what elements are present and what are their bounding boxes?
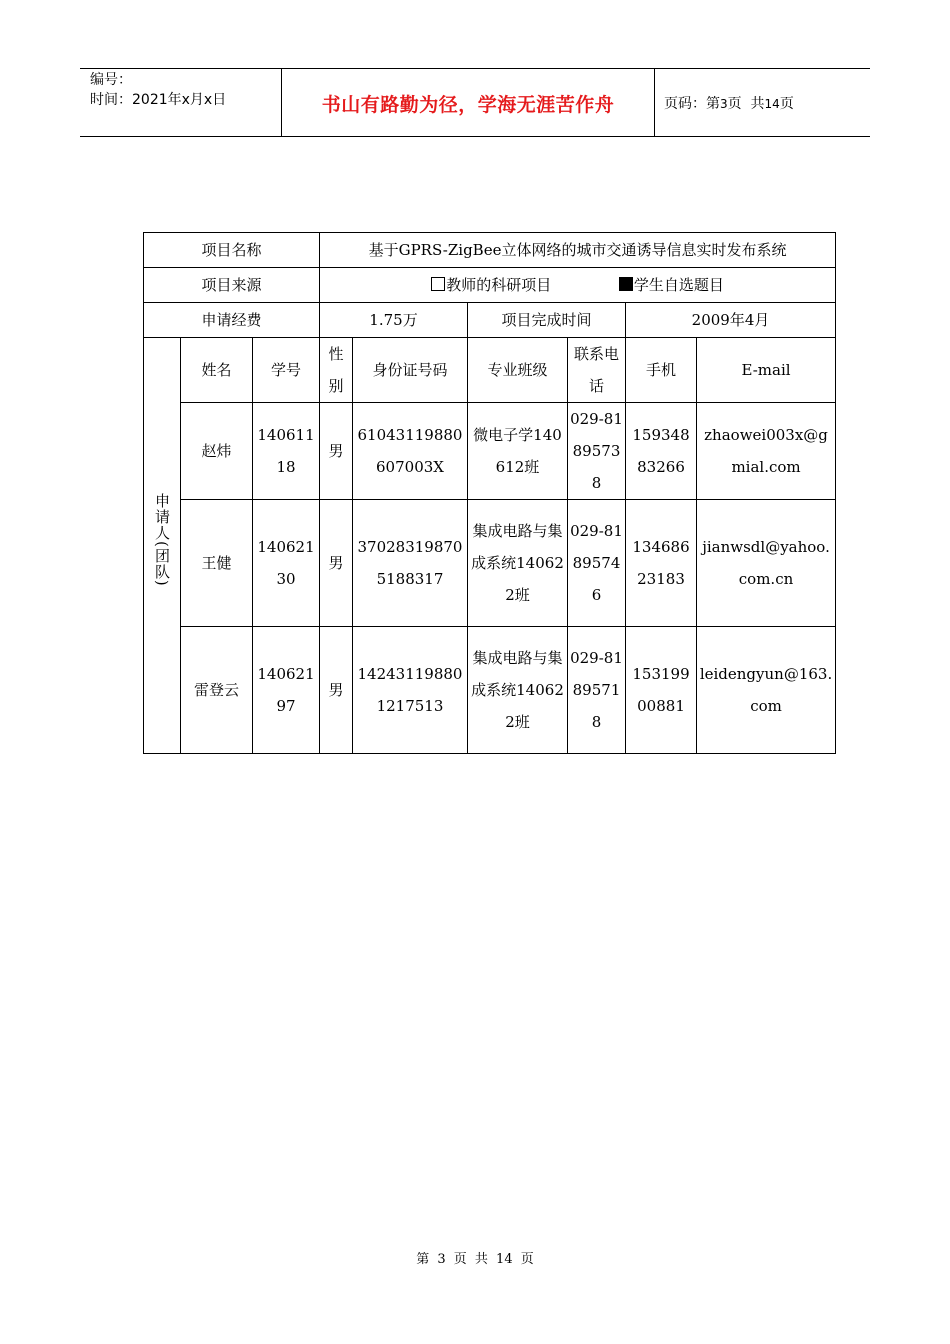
row-project-name <box>144 233 836 268</box>
header-motto: 书山有路勤为径，学海无涯苦作舟 <box>321 94 615 116</box>
application-form-table <box>143 232 836 754</box>
header-top-rule <box>80 68 870 69</box>
column-header-major-class: 专业班级 <box>468 338 568 403</box>
column-header-gender: 性别 <box>320 338 353 403</box>
project-name-value: 基于GPRS-ZigBee立体网络的城市交通诱导信息实时发布系统 <box>320 233 836 268</box>
checkbox-student-project[interactable] <box>619 277 633 291</box>
completion-time-label: 项目完成时间 <box>468 303 626 338</box>
page-mid: 页 共 <box>727 96 765 112</box>
member-mobile: 15319900881 <box>626 627 697 754</box>
column-header-id-number: 身份证号码 <box>353 338 468 403</box>
member-gender: 男 <box>320 500 353 627</box>
table-row <box>144 500 836 627</box>
member-email: zhaowei003x@gmial.com <box>697 403 836 500</box>
completion-time-value: 2009年4月 <box>626 303 836 338</box>
header-meta <box>90 70 226 110</box>
member-student-id: 14061118 <box>253 403 320 500</box>
member-email: jianwsdl@yahoo.com.cn <box>697 500 836 627</box>
page-total: 14 <box>764 97 780 111</box>
member-id-number: 142431198801217513 <box>353 627 468 754</box>
page-suffix: 页 <box>779 96 794 112</box>
member-phone: 029-81895738 <box>568 403 626 500</box>
applicants-label-cell <box>144 338 181 754</box>
project-name-label: 项目名称 <box>144 233 320 268</box>
column-header-mobile: 手机 <box>626 338 697 403</box>
member-gender: 男 <box>320 403 353 500</box>
member-major-class: 集成电路与集成系统140622班 <box>468 627 568 754</box>
member-major-class: 微电子学140612班 <box>468 403 568 500</box>
project-source-options <box>320 268 836 303</box>
header-bottom-rule <box>80 136 870 137</box>
member-major-class: 集成电路与集成系统140622班 <box>468 500 568 627</box>
document-number-label: 编号： <box>90 72 132 88</box>
member-student-id: 14062130 <box>253 500 320 627</box>
page-footer: 第 3 页 共 14 页 <box>416 1252 534 1267</box>
funding-label: 申请经费 <box>144 303 320 338</box>
member-mobile: 13468623183 <box>626 500 697 627</box>
checkbox-teacher-project[interactable] <box>431 277 445 291</box>
member-phone: 029-81895718 <box>568 627 626 754</box>
member-gender: 男 <box>320 627 353 754</box>
table-row <box>144 627 836 754</box>
member-name: 雷登云 <box>181 627 253 754</box>
document-time-label: 时间：2021年x月x日 <box>90 92 227 108</box>
row-project-source <box>144 268 836 303</box>
page-current: 3 <box>720 97 728 111</box>
project-source-label: 项目来源 <box>144 268 320 303</box>
option-student-project-label: 学生自选题目 <box>633 276 724 294</box>
table-row <box>144 403 836 500</box>
header-divider-right <box>654 68 655 136</box>
header-page-indicator <box>664 93 794 113</box>
member-id-number: 61043119880607003X <box>353 403 468 500</box>
member-name: 赵炜 <box>181 403 253 500</box>
row-member-header <box>144 338 836 403</box>
page-prefix: 页码：第 <box>664 96 720 112</box>
member-id-number: 370283198705188317 <box>353 500 468 627</box>
option-teacher-project-label: 教师的科研项目 <box>446 276 552 294</box>
funding-value: 1.75万 <box>320 303 468 338</box>
row-funding <box>144 303 836 338</box>
member-student-id: 14062197 <box>253 627 320 754</box>
member-name: 王健 <box>181 500 253 627</box>
column-header-phone: 联系电话 <box>568 338 626 403</box>
member-email: leidengyun@163.com <box>697 627 836 754</box>
applicants-label: 申请人(团队) <box>153 493 171 587</box>
member-mobile: 15934883266 <box>626 403 697 500</box>
column-header-name: 姓名 <box>181 338 253 403</box>
column-header-student-id: 学号 <box>253 338 320 403</box>
column-header-email: E-mail <box>697 338 836 403</box>
member-phone: 029-81895746 <box>568 500 626 627</box>
